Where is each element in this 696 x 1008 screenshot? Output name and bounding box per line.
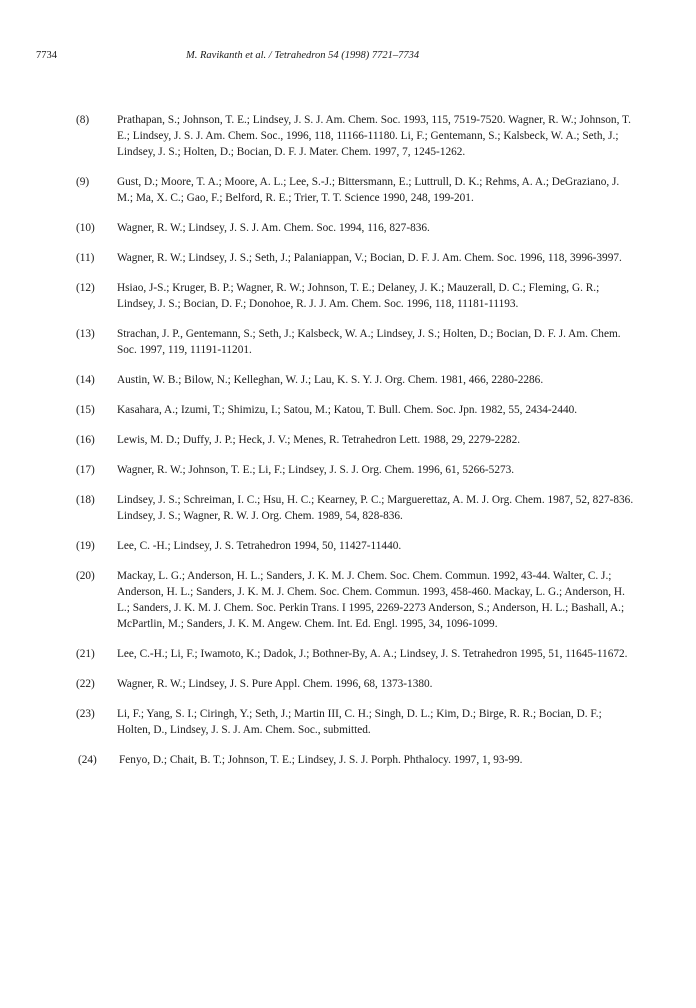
reference-number: (18): [76, 494, 95, 506]
reference-text: Prathapan, S.; Johnson, T. E.; Lindsey, J. S. J. Am. Chem. Soc. 1993, 115, 7519-7520. Wagner, R. W.; Johnson, T. E.; Lindsey, J. S. J. Am. Chem. Soc., 1996, 118, 11166-11180. Li, F.; Gentemann, S.; Kalsbeck, W. A.; Seth, J.; Lindsey, J. S.; Holten, D.; Bocian, D. F. J. Mater. Chem. 1997, 7, 1245-1262.: [117, 114, 631, 158]
reference-item: [76, 676, 636, 692]
reference-item: [78, 752, 636, 768]
reference-text: Lindsey, J. S.; Schreiman, I. C.; Hsu, H. C.; Kearney, P. C.; Marguerettaz, A. M. J. Org. Chem. 1987, 52, 827-836. Lindsey, J. S.; Wagner, R. W. J. Org. Chem. 1989, 54, 828-836.: [117, 494, 634, 522]
reference-text: Wagner, R. W.; Lindsey, J. S.; Seth, J.; Palaniappan, V.; Bocian, D. F. J. Am. Chem. Soc. 1996, 118, 3996-3997.: [117, 252, 622, 264]
reference-text: Lewis, M. D.; Duffy, J. P.; Heck, J. V.; Menes, R. Tetrahedron Lett. 1988, 29, 2279-2282.: [117, 434, 521, 446]
reference-item: [76, 568, 636, 632]
running-head: M. Ravikanth et al. / Tetrahedron 54 (1998) 7721–7734: [186, 50, 420, 61]
reference-number: (23): [76, 708, 95, 720]
reference-text: Austin, W. B.; Bilow, N.; Kelleghan, W. J.; Lau, K. S. Y. J. Org. Chem. 1981, 466, 2280-2286.: [117, 374, 544, 386]
reference-item: [76, 402, 636, 418]
reference-item: [76, 462, 636, 478]
reference-text: Wagner, R. W.; Lindsey, J. S. J. Am. Chem. Soc. 1994, 116, 827-836.: [117, 222, 430, 234]
reference-item: [76, 538, 636, 554]
reference-list: [76, 112, 636, 782]
reference-number: (17): [76, 464, 95, 476]
reference-text: Hsiao, J-S.; Kruger, B. P.; Wagner, R. W.; Johnson, T. E.; Delaney, J. K.; Mauzerall, D. C.; Fleming, G. R.; Lindsey, J. S.; Bocian, D. F.; Donohoe, R. J. J. Am. Chem. Soc. 1996, 118, 11181-11193.: [117, 282, 600, 310]
reference-item: [76, 220, 636, 236]
reference-item: [76, 326, 636, 358]
reference-item: [76, 646, 636, 662]
page-header: [36, 50, 646, 66]
reference-number: (15): [76, 404, 95, 416]
reference-text: Li, F.; Yang, S. I.; Ciringh, Y.; Seth, J.; Martin III, C. H.; Singh, D. L.; Kim, D.; Birge, R. R.; Bocian, D. F.; Holten, D., Lindsey, J. S. J. Am. Chem. Soc., submitted.: [117, 708, 602, 736]
reference-number: (19): [76, 540, 95, 552]
reference-number: (21): [76, 648, 95, 660]
reference-item: [76, 112, 636, 160]
reference-item: [76, 432, 636, 448]
reference-item: [76, 250, 636, 266]
reference-text: Strachan, J. P., Gentemann, S.; Seth, J.; Kalsbeck, W. A.; Lindsey, J. S.; Holten, D.; Bocian, D. F. J. Am. Chem. Soc. 1997, 119, 11191-11201.: [117, 328, 621, 356]
reference-item: [76, 706, 636, 738]
reference-text: Gust, D.; Moore, T. A.; Moore, A. L.; Lee, S.-J.; Bittersmann, E.; Luttrull, D. K.; Rehms, A. A.; DeGraziano, J. M.; Ma, X. C.; Gao, F.; Belford, R. E.; Trier, T. T. Science 1990, 248, 199-201.: [117, 176, 620, 204]
reference-text: Fenyo, D.; Chait, B. T.; Johnson, T. E.; Lindsey, J. S. J. Porph. Phthalocy. 1997, 1, 93-99.: [119, 754, 523, 766]
reference-number: (14): [76, 374, 95, 386]
reference-number: (10): [76, 222, 95, 234]
reference-number: (9): [76, 176, 90, 188]
reference-number: (8): [76, 114, 90, 126]
reference-item: [76, 174, 636, 206]
reference-text: Wagner, R. W.; Lindsey, J. S. Pure Appl. Chem. 1996, 68, 1373-1380.: [117, 678, 433, 690]
reference-text: Lee, C. -H.; Lindsey, J. S. Tetrahedron 1994, 50, 11427-11440.: [117, 540, 402, 552]
reference-number: (20): [76, 570, 95, 582]
reference-number: (22): [76, 678, 95, 690]
reference-text: Kasahara, A.; Izumi, T.; Shimizu, I.; Satou, M.; Katou, T. Bull. Chem. Soc. Jpn. 1982, 55, 2434-2440.: [117, 404, 578, 416]
reference-number: (24): [78, 754, 97, 766]
reference-item: [76, 372, 636, 388]
page-number: 7734: [36, 50, 57, 61]
reference-number: (13): [76, 328, 95, 340]
reference-text: Lee, C.-H.; Li, F.; Iwamoto, K.; Dadok, J.; Bothner-By, A. A.; Lindsey, J. S. Tetrahedron 1995, 51, 11645-11672.: [117, 648, 628, 660]
reference-item: [76, 492, 636, 524]
reference-number: (12): [76, 282, 95, 294]
reference-text: Wagner, R. W.; Johnson, T. E.; Li, F.; Lindsey, J. S. J. Org. Chem. 1996, 61, 5266-5273.: [117, 464, 515, 476]
reference-text: Mackay, L. G.; Anderson, H. L.; Sanders, J. K. M. J. Chem. Soc. Chem. Commun. 1992, 43-44. Walter, C. J.; Anderson, H. L.; Sanders, J. K. M. J. Chem. Soc. Chem. Commun. 1993, 458-460. Mackay, L. G.; Anderson, H. L.; Sanders, J. K. M. J. Chem. Soc. Perkin Trans. I 1995, 2269-2273 Anderson, S.; Anderson, H. L.; Bashall, A.; McPartlin, M.; Sanders, J. K. M. Angew. Chem. Int. Ed. Engl. 1995, 34, 1096-1099.: [117, 570, 625, 630]
reference-number: (16): [76, 434, 95, 446]
reference-item: [76, 280, 636, 312]
reference-number: (11): [76, 252, 95, 264]
